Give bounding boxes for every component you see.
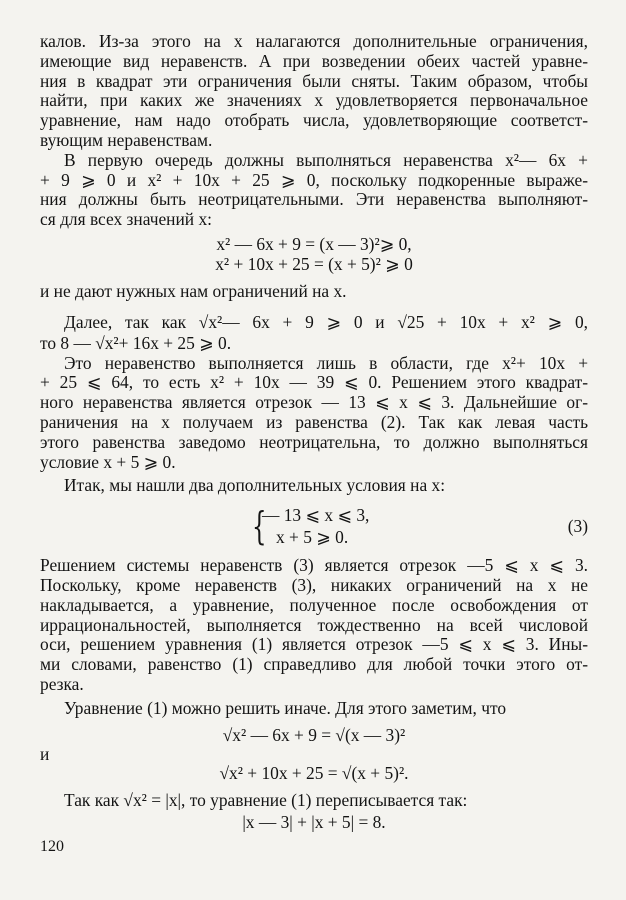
text-line: условие x + 5 ⩾ 0. <box>40 451 176 472</box>
text-line: этого равенства заведомо неотрицательна, то должно выполняться <box>40 431 588 452</box>
formula-5: |x — 3| + |x + 5| = 8. <box>242 811 386 832</box>
paragraph-9: Так как √x² = |x|, то уравнение (1) переписывается так: <box>64 789 468 810</box>
page-body <box>40 32 588 833</box>
formula-1: x² — 6x + 9 = (x — 3)²⩾ 0, <box>216 233 412 254</box>
text-line: уравнение, нам надо отобрать числа, удовлетворяющие соответст- <box>40 110 588 131</box>
text-line: Поскольку, кроме неравенств (3), никаких ограничений на x не <box>40 574 588 595</box>
text-line: Это неравенство выполняется лишь в области, где x²+ 10x + <box>64 352 588 373</box>
paragraph-7 <box>40 556 588 695</box>
system-row-1: — 13 ⩽ x ⩽ 3, <box>262 505 370 526</box>
text-line: В первую очередь должны выполняться неравенства x²— 6x + <box>64 149 588 170</box>
text-line: ся для всех значений x: <box>40 209 212 230</box>
inequality-system <box>40 504 588 548</box>
text-line: накладывается, а уравнение, полученное после освобождения от <box>40 594 588 615</box>
text-line: ния в квадрат эти ограничения были сняты. Таким образом, чтобы <box>40 70 588 91</box>
paragraph-6: Итак, мы нашли два дополнительных условия на x: <box>64 475 446 496</box>
brace: { <box>252 504 267 549</box>
text-line: ния должны быть неотрицательными. Эти неравенства выполняют- <box>40 189 588 210</box>
paragraph-4 <box>40 310 588 354</box>
text-line: калов. Из-за этого на x налагаются дополнительные ограничения, <box>40 31 588 51</box>
text-line: найти, при каких же значениях x удовлетворяется первоначальное <box>40 90 588 111</box>
paragraph-5 <box>40 354 588 473</box>
text-line: + 9 ⩾ 0 и x² + 10x + 25 ⩾ 0, поскольку подкоренные выраже- <box>40 169 588 190</box>
text-line: то 8 — √x²+ 16x + 25 ⩾ 0. <box>40 332 232 353</box>
text-line: + 25 ⩽ 64, то есть x² + 10x — 39 ⩽ 0. Решением этого квадрат- <box>40 372 588 393</box>
text-line: ного неравенства является отрезок — 13 ⩽ x ⩽ 3. Дальнейшие ог- <box>40 392 588 413</box>
page-number: 120 <box>40 838 64 855</box>
text-line: резка. <box>40 673 84 694</box>
system-row-2: x + 5 ⩾ 0. <box>276 527 349 548</box>
text-line: Далее, так как √x²— 6x + 9 ⩾ 0 и √25 + 10x + x² ⩾ 0, <box>64 311 588 332</box>
formula-4: √x² + 10x + 25 = √(x + 5)². <box>219 762 409 783</box>
equation-number: (3) <box>567 516 588 537</box>
text-line: имеющие вид неравенств. А при возведении обеих частей уравне- <box>40 50 588 71</box>
text-line: вующим неравенствам. <box>40 129 213 150</box>
formula-2: x² + 10x + 25 = (x + 5)² ⩾ 0 <box>215 253 413 274</box>
paragraph-2 <box>40 151 588 230</box>
text-line: иррациональностей, выполняется тождественно на всей числовой <box>40 614 588 635</box>
paragraph-8: Уравнение (1) можно решить иначе. Для этого заметим, что <box>64 697 507 718</box>
text-line: ми словами, равенство (1) справедливо для любой точки этого от- <box>40 654 588 675</box>
conjunction-and: и <box>40 743 50 764</box>
text-line: оси, решением уравнения (1) является отрезок —5 ⩽ x ⩽ 3. Ины- <box>40 634 588 655</box>
formula-3: √x² — 6x + 9 = √(x — 3)² <box>222 724 406 745</box>
paragraph-3: и не дают нужных нам ограничений на x. <box>40 280 347 301</box>
text-line: раничения на x получаем из равенства (2). Так как левая часть <box>40 411 588 432</box>
text-line: Решением системы неравенств (3) является отрезок —5 ⩽ x ⩽ 3. <box>40 555 588 576</box>
paragraph-1 <box>40 32 588 151</box>
